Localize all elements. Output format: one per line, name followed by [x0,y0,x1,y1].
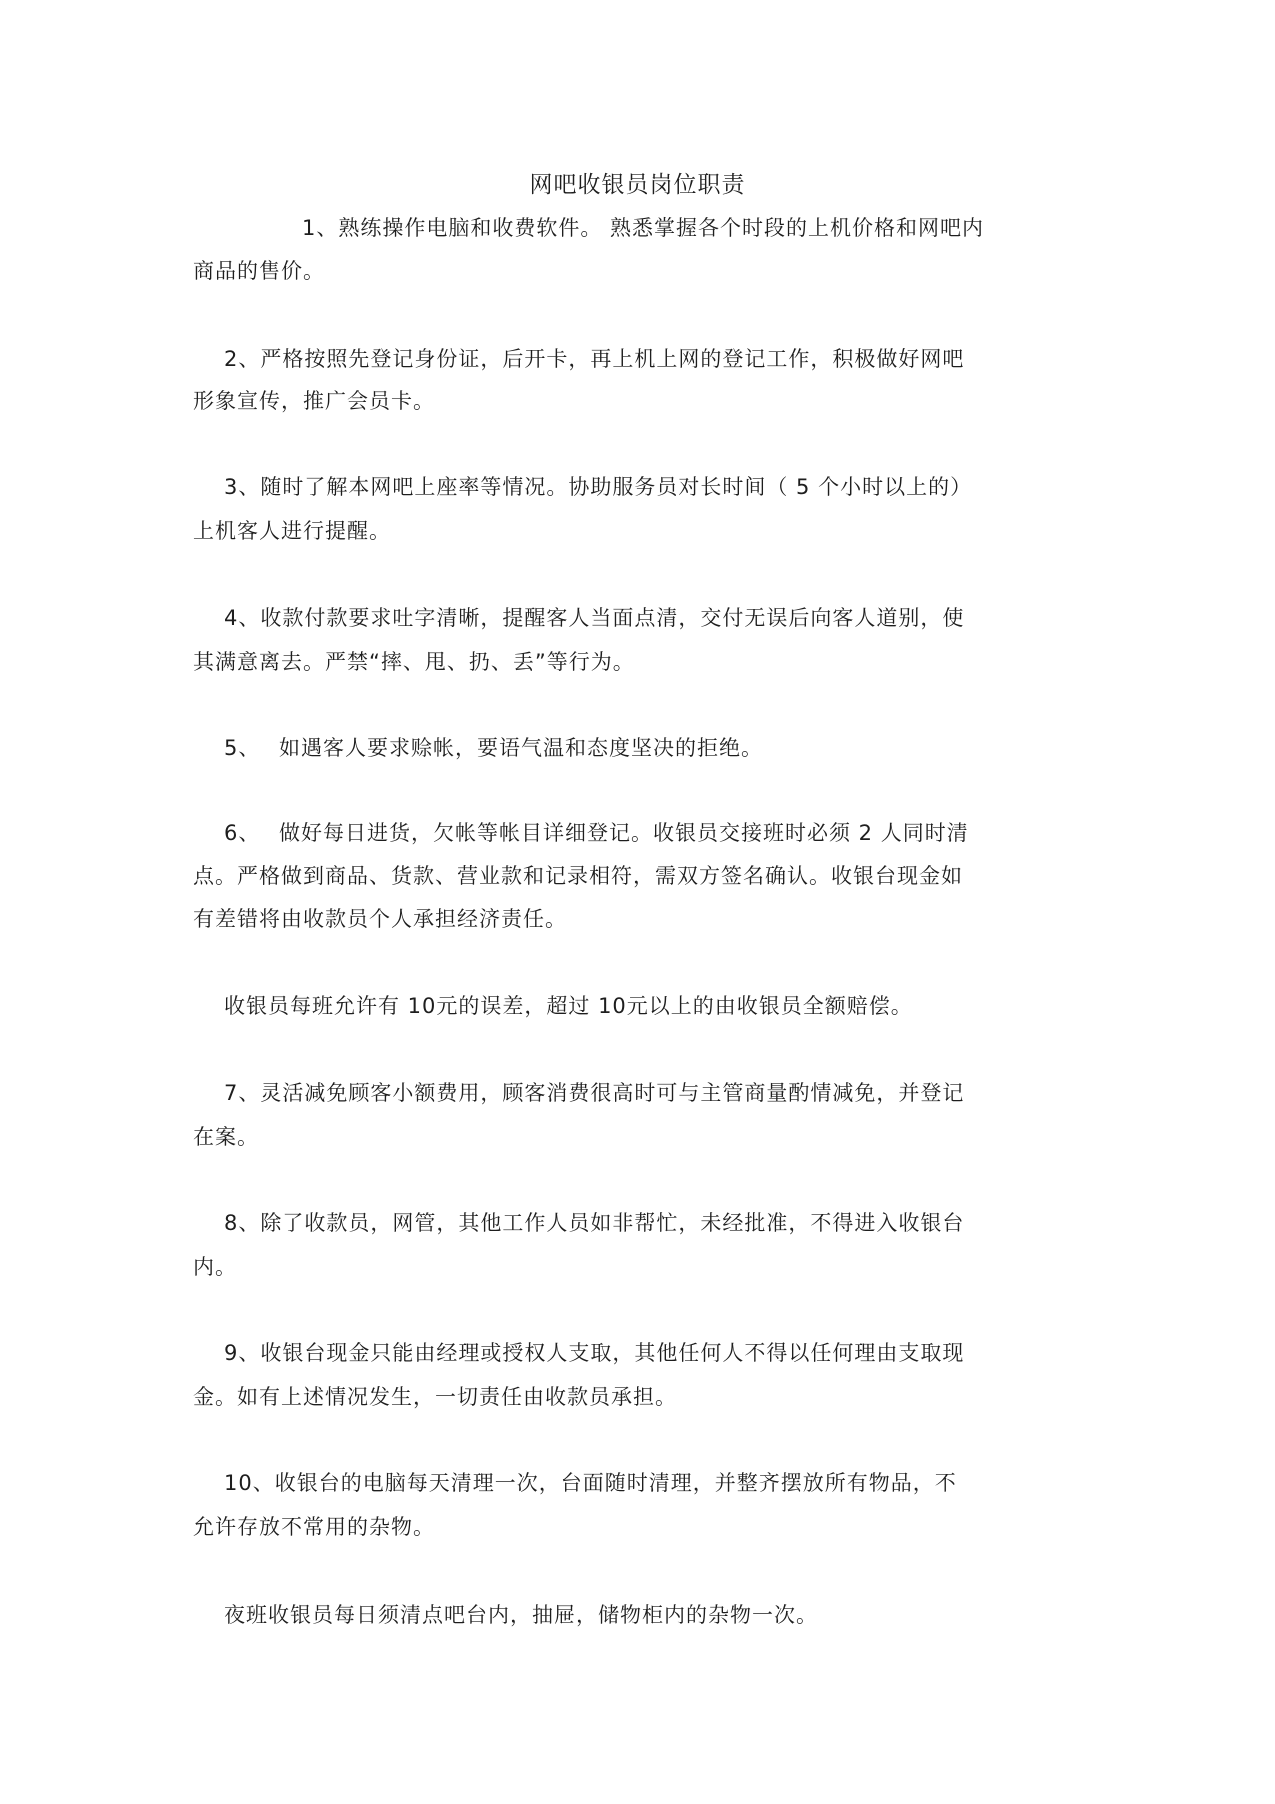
item-10-line-1 [224,1468,957,1498]
item-4-text-1: 收款付款要求吐字清晰，提醒客人当面点清，交付无误后向客人道别，使 [260,606,965,630]
item-7-line-2: 在案。 [193,1125,259,1149]
item-3-text-1: 随时了解本网吧上座率等情况。协助服务员对长时间（ 5 个小时以上的） [260,475,973,499]
item-5-text-1: 如遇客人要求赊帐，要语气温和态度坚决的拒绝。 [279,736,763,760]
item-10-text-1: 收银台的电脑每天清理一次，台面随时清理，并整齐摆放所有物品，不 [274,1471,957,1495]
item-1-line-2: 商品的售价。 [193,259,325,283]
item-2-number: 2、 [224,347,261,371]
item-2-text-1: 严格按照先登记身份证，后开卡，再上机上网的登记工作，积极做好网吧 [260,347,965,371]
item-10-line-2: 允许存放不常用的杂物。 [193,1515,435,1539]
item-7-number: 7、 [224,1081,261,1105]
document-title: 网吧收银员岗位职责 [529,172,746,198]
item-4-line-2: 其满意离去。严禁“摔、甩、扔、丢”等行为。 [193,650,635,674]
item-1-line-1 [302,213,984,243]
cash-tolerance-note: 收银员每班允许有 10元的误差，超过 10元以上的由收银员全额赔偿。 [224,994,913,1018]
item-1-text-1: 熟练操作电脑和收费软件。 熟悉掌握各个时段的上机价格和网吧内 [338,216,985,240]
item-8-text-1: 除了收款员，网管，其他工作人员如非帮忙，未经批准，不得进入收银台 [260,1211,965,1235]
item-9-line-1 [224,1338,964,1368]
item-8-line-1 [224,1208,964,1238]
item-1-number: 1、 [302,216,339,240]
item-9-text-1: 收银台现金只能由经理或授权人支取，其他任何人不得以任何理由支取现 [260,1341,965,1365]
item-3-number: 3、 [224,475,261,499]
item-6-line-3: 有差错将由收款员个人承担经济责任。 [193,907,567,931]
item-8-line-2: 内。 [193,1255,237,1279]
item-3-line-2: 上机客人进行提醒。 [193,519,391,543]
item-4-number: 4、 [224,606,261,630]
item-4-line-1 [224,603,964,633]
item-7-text-1: 灵活减免顾客小额费用，顾客消费很高时可与主管商量酌情减免，并登记 [260,1081,965,1105]
item-5-line-1 [224,733,763,763]
item-6-number: 6、 [224,821,261,845]
item-9-number: 9、 [224,1341,261,1365]
night-shift-note: 夜班收银员每日须清点吧台内，抽屉，储物柜内的杂物一次。 [224,1603,818,1627]
item-2-line-1 [224,344,964,374]
item-3-line-1 [224,472,972,502]
item-10-number: 10、 [224,1471,275,1495]
item-6-line-2: 点。严格做到商品、货款、营业款和记录相符，需双方签名确认。收银台现金如 [193,864,963,888]
item-8-number: 8、 [224,1211,261,1235]
item-6-line-1 [224,818,969,848]
item-7-line-1 [224,1078,964,1108]
item-6-text-1: 做好每日进货，欠帐等帐目详细登记。收银员交接班时必须 2 人同时清 [279,821,969,845]
item-9-line-2: 金。如有上述情况发生，一切责任由收款员承担。 [193,1385,677,1409]
item-5-number: 5、 [224,736,261,760]
item-2-line-2: 形象宣传，推广会员卡。 [193,389,435,413]
